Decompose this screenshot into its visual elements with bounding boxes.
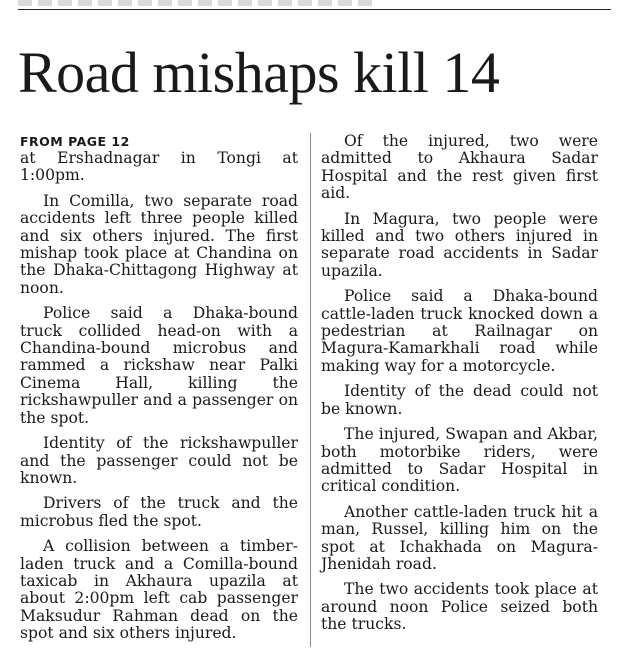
paragraph: Another cattle-laden truck hit a man, Russel, killing him on the spot at Ichakhada on Magura-Jhenidah road. xyxy=(321,502,598,573)
paragraph: A collision between a timber-laden truck and a Comilla-bound taxicab in Akhaura upazila at about 2:00pm left cab passenger Maksudur Rahman dead on the spot and six others injured. xyxy=(20,537,298,643)
paragraph: Police said a Dhaka-bound cattle-laden truck knocked down a pedestrian at Railnagar on Magura-Kamarkhali road while making way for a motorcycle. xyxy=(321,287,598,375)
paragraph: In Magura, two people were killed and two others injured in separate road accidents in Sadar upazila. xyxy=(321,209,598,280)
paragraph: Identity of the dead could not be known. xyxy=(321,382,598,418)
paragraph: at Ershadnagar in Tongi at 1:00pm. xyxy=(20,149,298,185)
continued-from-label: FROM PAGE 12 xyxy=(20,134,130,149)
paragraph: Drivers of the truck and the microbus fled the spot. xyxy=(20,494,298,530)
paragraph: The two accidents took place at around noon Police seized both the trucks. xyxy=(321,580,598,634)
headline: Road mishaps kill 14 xyxy=(18,40,500,105)
left-column xyxy=(20,133,298,651)
paragraph: Of the injured, two were admitted to Akhaura Sadar Hospital and the rest given first aid. xyxy=(321,132,598,203)
paragraph: The injured, Swapan and Akbar, both motorbike riders, were admitted to Sadar Hospital in critical condition. xyxy=(321,425,598,496)
paragraph: Police said a Dhaka-bound truck collided head-on with a Chandina-bound microbus and rammed a rickshaw near Palki Cinema Hall, killing the rickshawpuller and a passenger on the spot. xyxy=(20,304,298,427)
column-divider xyxy=(310,133,311,647)
paragraph: In Comilla, two separate road accidents left three people killed and six others injured. The first mishap took place at Chandina on the Dhaka-Chittagong Highway at noon. xyxy=(20,191,298,297)
right-column xyxy=(321,133,598,642)
top-rule xyxy=(18,9,611,10)
cropped-header-strip xyxy=(18,0,378,6)
paragraph: Identity of the rickshawpuller and the passenger could not be known. xyxy=(20,434,298,487)
